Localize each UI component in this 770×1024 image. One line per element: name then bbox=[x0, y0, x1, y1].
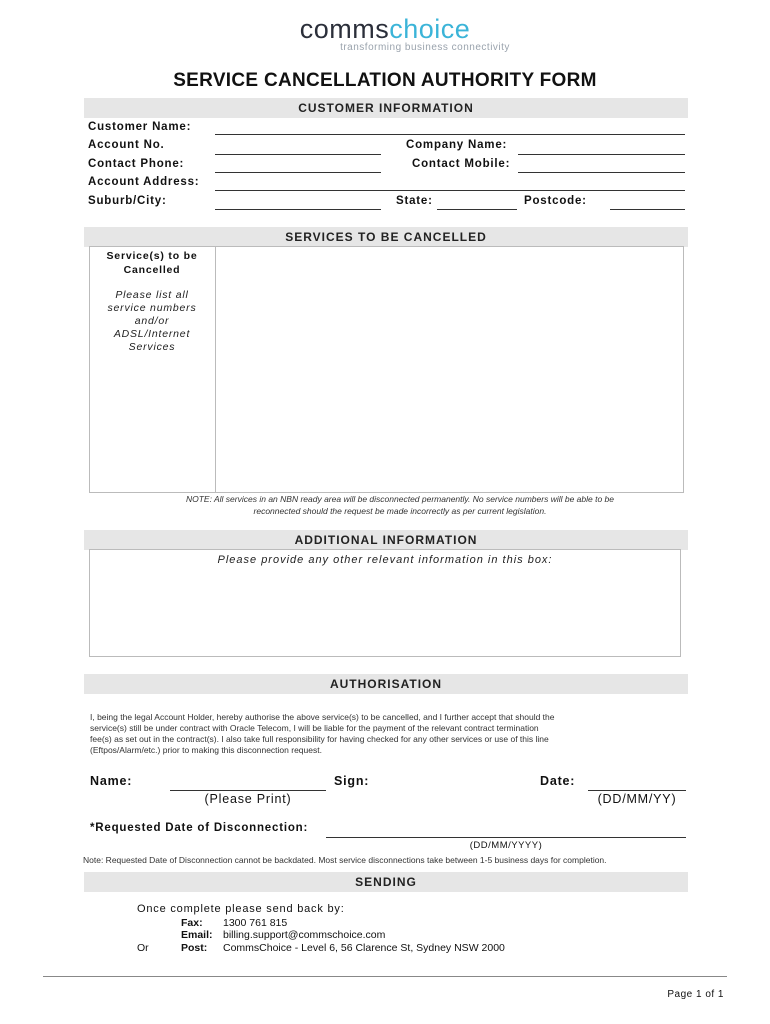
additional-prompt: Please provide any other relevant information in this box: bbox=[217, 554, 553, 566]
contact-phone-field[interactable] bbox=[215, 172, 381, 173]
post-label-wrap: Post: bbox=[181, 942, 208, 954]
account-address-field[interactable] bbox=[215, 190, 685, 191]
suburb-city-field[interactable] bbox=[215, 209, 381, 210]
contact-mobile-field[interactable] bbox=[518, 172, 685, 173]
state-field[interactable] bbox=[437, 209, 517, 210]
footer-divider bbox=[43, 976, 727, 977]
services-note-line2: reconnected should the request be made incorrectly as per current legislation. bbox=[253, 506, 547, 516]
authorisation-text-line2: service(s) still be under contract with Oracle Telecom, I will be liable for the payment of the relevant contract termination bbox=[90, 723, 539, 733]
email-value[interactable]: billing.support@commschoice.com bbox=[223, 929, 386, 941]
customer-info-heading: CUSTOMER INFORMATION bbox=[84, 98, 688, 118]
sending-intro: Once complete please send back by: bbox=[137, 903, 345, 915]
services-label-line2: Cancelled bbox=[123, 264, 181, 276]
fax-label: Fax bbox=[181, 917, 200, 929]
services-heading: SERVICES TO BE CANCELLED bbox=[84, 227, 688, 247]
company-logo bbox=[0, 14, 770, 53]
state-label: State: bbox=[396, 195, 433, 207]
page-number: Page 1 of 1 bbox=[667, 989, 724, 1000]
authorisation-text bbox=[90, 712, 690, 756]
services-hint-line3: and/or bbox=[134, 315, 170, 327]
or-label: Or bbox=[137, 942, 149, 954]
additional-heading: ADDITIONAL INFORMATION bbox=[84, 530, 688, 550]
sending-heading: SENDING bbox=[84, 872, 688, 892]
date-field[interactable] bbox=[588, 790, 686, 791]
requested-date-hint: (DD/MM/YYYY) bbox=[469, 840, 543, 851]
account-address-label: Account Address: bbox=[88, 176, 200, 188]
requested-date-note: Note: Requested Date of Disconnection cannot be backdated. Most service disconnections take between 1-5 business days for completion. bbox=[83, 855, 607, 865]
email-label-wrap: Email: bbox=[181, 929, 213, 941]
name-field[interactable] bbox=[170, 790, 326, 791]
services-label-line1: Service(s) to be bbox=[106, 250, 198, 262]
authorisation-text-line1: I, being the legal Account Holder, hereby authorise the above service(s) to be cancelled, and I further accept that should the bbox=[90, 712, 555, 722]
post-value: CommsChoice - Level 6, 56 Clarence St, Sydney NSW 2000 bbox=[223, 942, 505, 954]
suburb-city-label: Suburb/City: bbox=[88, 195, 167, 207]
services-label bbox=[90, 249, 214, 277]
company-name-field[interactable] bbox=[518, 154, 685, 155]
customer-name-label: Customer Name: bbox=[88, 121, 192, 133]
contact-mobile-label: Contact Mobile: bbox=[412, 158, 511, 170]
services-hint bbox=[90, 289, 214, 354]
services-input-area[interactable] bbox=[216, 247, 683, 492]
company-name-label: Company Name: bbox=[406, 139, 508, 151]
services-hint-line1: Please list all bbox=[115, 289, 189, 301]
account-no-label: Account No. bbox=[88, 139, 165, 151]
logo-tagline: transforming business connectivity bbox=[340, 42, 510, 53]
authorisation-heading: AUTHORISATION bbox=[84, 674, 688, 694]
services-hint-line5: Services bbox=[128, 341, 176, 353]
account-no-field[interactable] bbox=[215, 154, 381, 155]
authorisation-text-line3: fee(s) as set out in the contract(s). I also take full responsibility for having checked for any other services or use of this line bbox=[90, 734, 549, 744]
email-label: Email bbox=[181, 929, 210, 941]
authorisation-text-line4: (Eftpos/Alarm/etc.) prior to making this disconnection request. bbox=[90, 745, 322, 755]
logo-text-comms: comms bbox=[299, 14, 390, 44]
post-label: Post bbox=[181, 942, 204, 954]
name-hint: (Please Print) bbox=[204, 792, 292, 806]
date-hint: (DD/MM/YY) bbox=[597, 792, 677, 806]
name-label: Name: bbox=[90, 774, 133, 788]
customer-name-field[interactable] bbox=[215, 134, 685, 135]
requested-date-field[interactable] bbox=[326, 837, 686, 838]
requested-date-label: *Requested Date of Disconnection: bbox=[90, 822, 309, 834]
services-hint-line4: ADSL/Internet bbox=[113, 328, 191, 340]
date-label: Date: bbox=[540, 774, 576, 788]
services-note-line1: NOTE: All services in an NBN ready area will be disconnected permanently. No service numbers will be able to be bbox=[185, 494, 615, 504]
form-title: SERVICE CANCELLATION AUTHORITY FORM bbox=[173, 70, 597, 91]
postcode-field[interactable] bbox=[610, 209, 685, 210]
sign-label: Sign: bbox=[334, 774, 370, 788]
postcode-label: Postcode: bbox=[524, 195, 587, 207]
services-hint-line2: service numbers bbox=[107, 302, 197, 314]
fax-value: 1300 761 815 bbox=[223, 917, 288, 929]
contact-phone-label: Contact Phone: bbox=[88, 158, 185, 170]
fax-label-wrap: Fax: bbox=[181, 917, 203, 929]
logo-text-choice: choice bbox=[389, 14, 471, 44]
services-note bbox=[90, 493, 710, 517]
